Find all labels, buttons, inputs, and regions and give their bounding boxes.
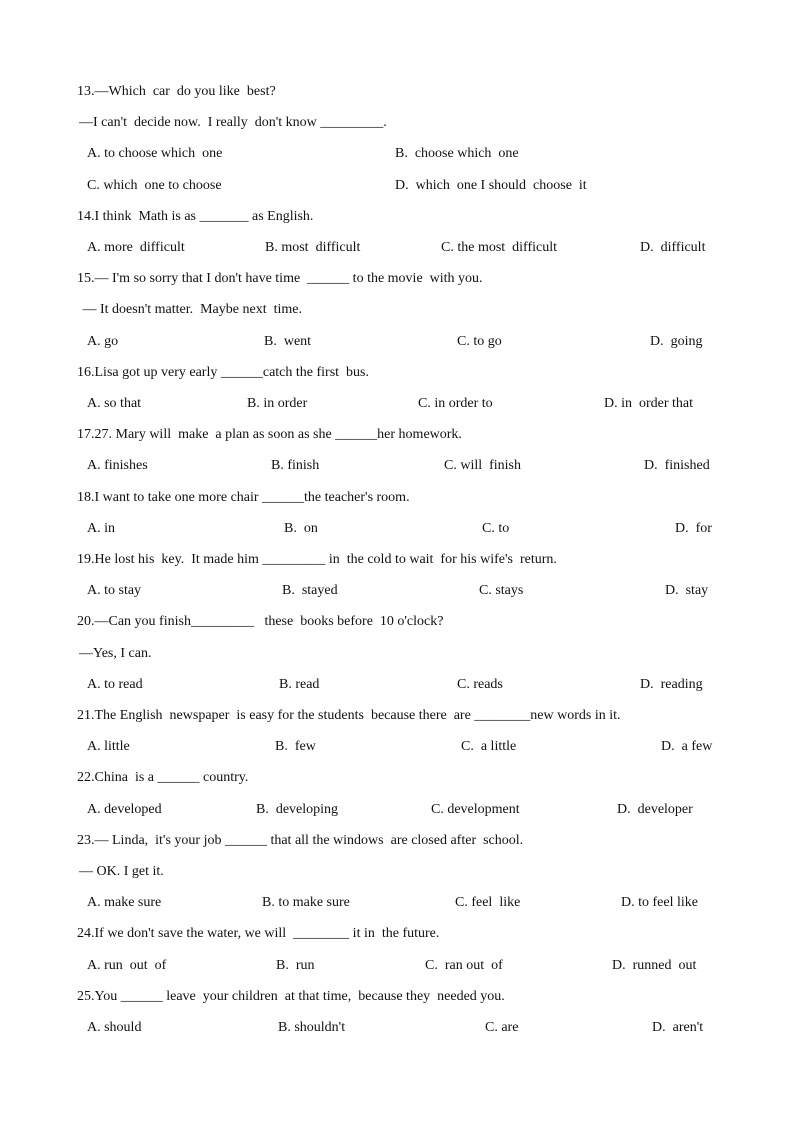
option-d: D. developer [617, 802, 693, 817]
options-23 [0, 893, 794, 913]
option-a: A. go [87, 334, 119, 349]
option-a: A. developed [87, 802, 162, 817]
question-15-reply [0, 300, 794, 320]
option-b: B. in order [247, 396, 308, 411]
option-c: C. stays [479, 583, 524, 598]
options-21 [0, 737, 794, 757]
question-stem: 21.The English newspaper is easy for the students because there are ________new words in it. [77, 708, 621, 723]
option-b: B. shouldn't [278, 1020, 346, 1035]
options-16 [0, 394, 794, 414]
question-24 [0, 924, 794, 944]
question-stem: 14.I think Math is as _______ as English. [77, 209, 314, 224]
option-a: A. run out of [87, 958, 167, 973]
option-d: D. for [675, 521, 712, 536]
options-25 [0, 1018, 794, 1038]
question-16 [0, 363, 794, 383]
option-c: C. a little [461, 739, 517, 754]
option-c: C. development [431, 802, 520, 817]
options-14 [0, 238, 794, 258]
question-stem: 15.— I'm so sorry that I don't have time ______ to the movie with you. [77, 271, 483, 286]
question-stem: 23.— Linda, it's your job ______ that all the windows are closed after school. [77, 833, 524, 848]
question-22 [0, 768, 794, 788]
question-17 [0, 425, 794, 445]
option-d: D. runned out [612, 958, 697, 973]
question-15 [0, 269, 794, 289]
option-c: C. the most difficult [441, 240, 558, 255]
question-stem: 19.He lost his key. It made him _________ in the cold to wait for his wife's return. [77, 552, 557, 567]
options-13-row-1 [0, 144, 794, 164]
question-18 [0, 488, 794, 508]
dialogue-reply: —I can't decide now. I really don't know _________. [79, 115, 387, 130]
option-a: A. to choose which one [87, 146, 223, 161]
option-d: D. stay [665, 583, 709, 598]
option-d: D. difficult [640, 240, 706, 255]
options-18 [0, 519, 794, 539]
option-d: D. to feel like [621, 895, 698, 910]
option-d: D. going [650, 334, 703, 349]
option-b: B. stayed [282, 583, 338, 598]
question-13-reply [0, 113, 794, 133]
question-stem: 13.—Which car do you like best? [77, 84, 276, 99]
option-b: B. on [284, 521, 318, 536]
question-23-reply [0, 862, 794, 882]
option-b: B. most difficult [265, 240, 361, 255]
dialogue-reply: — It doesn't matter. Maybe next time. [79, 302, 302, 317]
question-stem: 22.China is a ______ country. [77, 770, 249, 785]
question-stem: 20.—Can you finish_________ these books before 10 o'clock? [77, 614, 444, 629]
option-d: D. in order that [604, 396, 694, 411]
option-b: B. run [276, 958, 315, 973]
option-a: A. so that [87, 396, 142, 411]
question-23 [0, 831, 794, 851]
options-19 [0, 581, 794, 601]
option-c: C. to [482, 521, 510, 536]
options-13-row-2 [0, 176, 794, 196]
question-stem: 18.I want to take one more chair ______the teacher's room. [77, 490, 410, 505]
option-c: C. are [485, 1020, 519, 1035]
option-c: C. reads [457, 677, 503, 692]
options-20 [0, 675, 794, 695]
option-d: D. finished [644, 458, 710, 473]
option-d: D. aren't [652, 1020, 704, 1035]
option-b: B. few [275, 739, 316, 754]
option-b: B. read [279, 677, 320, 692]
option-b: B. went [264, 334, 312, 349]
question-stem: 17.27. Mary will make a plan as soon as she ______her homework. [77, 427, 462, 442]
option-b: B. finish [271, 458, 320, 473]
option-a: A. to stay [87, 583, 142, 598]
option-c: C. will finish [444, 458, 522, 473]
option-c: C. in order to [418, 396, 493, 411]
option-c: C. to go [457, 334, 502, 349]
option-b: B. choose which one [395, 146, 519, 161]
option-d: D. a few [661, 739, 713, 754]
question-20-reply [0, 644, 794, 664]
question-14 [0, 207, 794, 227]
option-d: D. reading [640, 677, 703, 692]
option-a: A. little [87, 739, 130, 754]
option-a: A. should [87, 1020, 142, 1035]
option-a: A. finishes [87, 458, 148, 473]
option-c: C. ran out of [425, 958, 503, 973]
options-15 [0, 332, 794, 352]
option-a: A. make sure [87, 895, 162, 910]
option-d: D. which one I should choose it [395, 178, 587, 193]
options-17 [0, 456, 794, 476]
dialogue-reply: — OK. I get it. [79, 864, 164, 879]
options-22 [0, 800, 794, 820]
question-stem: 24.If we don't save the water, we will ________ it in the future. [77, 926, 440, 941]
question-19 [0, 550, 794, 570]
options-24 [0, 956, 794, 976]
option-b: B. to make sure [262, 895, 350, 910]
option-c: C. feel like [455, 895, 521, 910]
option-c: C. which one to choose [87, 178, 222, 193]
dialogue-reply: —Yes, I can. [79, 646, 152, 661]
question-21 [0, 706, 794, 726]
question-20 [0, 612, 794, 632]
question-25 [0, 987, 794, 1007]
option-a: A. to read [87, 677, 143, 692]
option-a: A. in [87, 521, 115, 536]
option-a: A. more difficult [87, 240, 185, 255]
question-stem: 25.You ______ leave your children at that time, because they needed you. [77, 989, 505, 1004]
option-b: B. developing [256, 802, 339, 817]
question-13 [0, 82, 794, 102]
question-stem: 16.Lisa got up very early ______catch the first bus. [77, 365, 369, 380]
